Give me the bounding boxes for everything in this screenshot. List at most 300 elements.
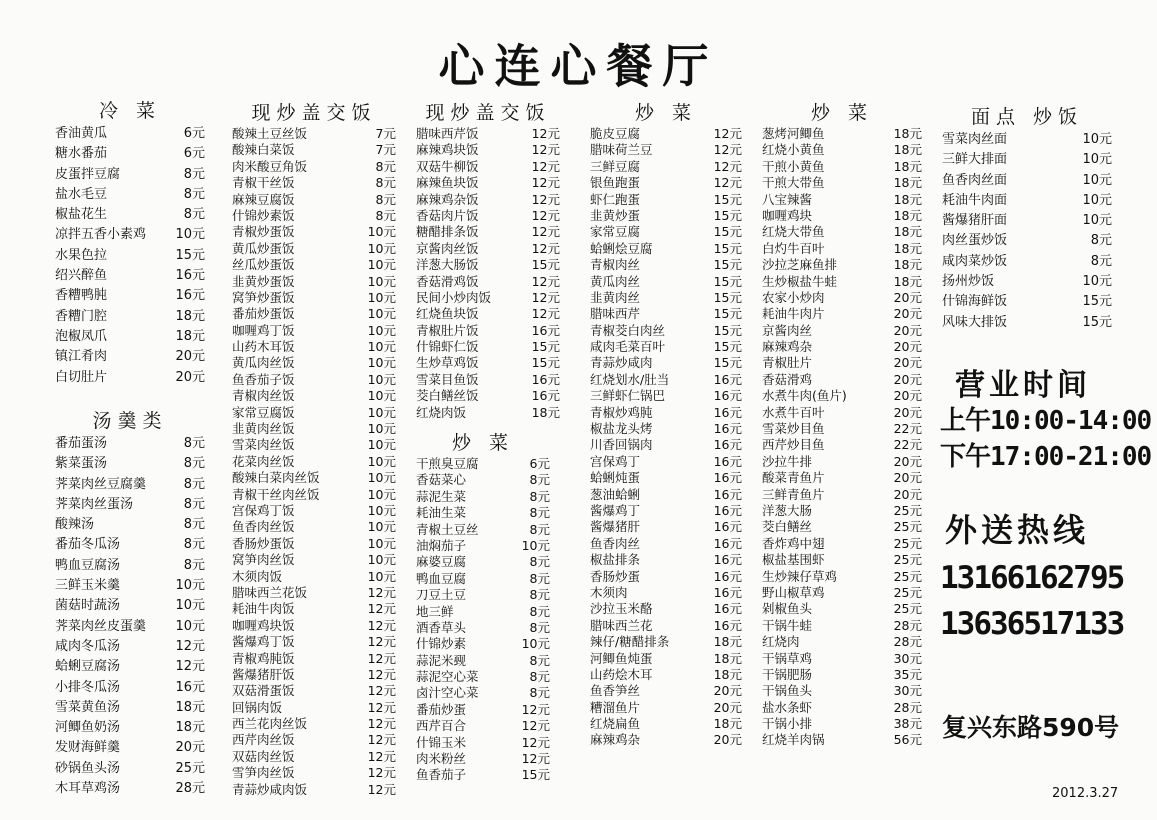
menu-item-price: 10元 <box>367 437 396 453</box>
menu-item-price: 8元 <box>183 456 205 472</box>
menu-item-price: 18元 <box>175 720 205 736</box>
menu-item-price: 15元 <box>713 339 742 355</box>
menu-item <box>416 456 550 472</box>
menu-item-name: 什锦炒素饭 <box>232 207 295 223</box>
menu-item <box>232 159 396 175</box>
menu-item-name: 番茄炒蛋 <box>416 701 467 717</box>
menu-item <box>232 274 396 290</box>
menu-item-price: 10元 <box>521 636 550 652</box>
menu-item <box>416 538 550 554</box>
menu-item-name: 糖醋排条饭 <box>416 224 479 240</box>
menu-item <box>762 323 922 339</box>
menu-item-price: 18元 <box>893 126 922 141</box>
menu-item-price: 10元 <box>367 257 396 273</box>
menu-item-name: 腊味西芹饭 <box>416 126 479 141</box>
menu-item-name: 干锅牛蛙 <box>762 617 813 633</box>
menu-item <box>416 323 560 339</box>
menu-item-price: 25元 <box>175 760 205 776</box>
menu-item-price: 10元 <box>367 519 396 535</box>
menu-item-name: 鱼香笋丝 <box>590 683 641 699</box>
menu-item <box>762 585 922 601</box>
menu-item-name: 酸辣土豆丝饭 <box>232 126 308 141</box>
menu-item-price: 16元 <box>713 388 742 404</box>
menu-item-price: 15元 <box>713 191 742 207</box>
menu-item-name: 木须肉饭 <box>232 568 283 584</box>
menu-item-price: 25元 <box>893 584 922 600</box>
menu-item <box>416 192 560 208</box>
menu-item-price: 18元 <box>893 142 922 158</box>
menu-item <box>762 519 922 535</box>
menu-item-price: 16元 <box>713 470 742 486</box>
menu-item <box>232 749 396 765</box>
menu-item <box>416 290 560 306</box>
menu-item-price: 18元 <box>713 716 742 732</box>
section-title: 现炒盖交饭 <box>425 102 551 124</box>
menu-item-name: 什锦炒素 <box>416 636 467 652</box>
menu-item-price: 10元 <box>1082 152 1112 168</box>
menu-item-price: 16元 <box>713 601 742 617</box>
menu-item-price: 10元 <box>367 289 396 305</box>
menu-item <box>762 372 922 388</box>
menu-item-price: 10元 <box>521 537 550 553</box>
menu-item <box>55 266 205 286</box>
menu-item-price: 8元 <box>183 436 205 451</box>
menu-item-name: 西芹肉丝饭 <box>232 732 295 748</box>
menu-item <box>590 372 742 388</box>
menu-item <box>416 472 550 488</box>
menu-item-price: 16元 <box>713 453 742 469</box>
menu-item-price: 10元 <box>367 404 396 420</box>
menu-item-name: 耗油牛肉面 <box>942 192 1008 208</box>
menu-item <box>762 224 922 240</box>
menu-item-price: 12元 <box>531 224 560 240</box>
menu-item <box>416 604 550 620</box>
menu-item-name: 黄瓜肉丝饭 <box>232 355 295 371</box>
menu-item-name: 香菇菜心 <box>416 472 467 488</box>
menu-item <box>762 306 922 322</box>
menu-item <box>232 601 396 617</box>
menu-section-rice1 <box>232 100 396 798</box>
menu-item-name: 糖水番茄 <box>55 146 108 162</box>
menu-item-price: 18元 <box>531 404 560 420</box>
menu-item <box>416 522 550 538</box>
menu-item <box>232 651 396 667</box>
menu-item-name: 酱爆猪肝面 <box>942 213 1008 229</box>
section-title: 面点 炒饭 <box>970 106 1084 128</box>
menu-item-name: 双菇滑蛋饭 <box>232 683 295 699</box>
section-title: 炒 菜 <box>451 432 515 454</box>
menu-item-price: 10元 <box>175 598 205 614</box>
menu-item <box>942 171 1112 191</box>
menu-item <box>416 669 550 685</box>
menu-item-price: 15元 <box>713 306 742 322</box>
menu-item-name: 青椒干丝饭 <box>232 175 295 191</box>
menu-item <box>232 241 396 257</box>
menu-item <box>55 124 205 144</box>
menu-item <box>762 355 922 371</box>
menu-item-price: 12元 <box>175 638 205 654</box>
menu-item-name: 西芹炒目鱼 <box>762 437 825 453</box>
menu-item-name: 野山椒草鸡 <box>762 584 825 600</box>
section-title: 现炒盖交饭 <box>251 102 377 124</box>
menu-item-price: 8元 <box>375 191 396 207</box>
menu-item-name: 鱼香肉丝面 <box>942 172 1008 188</box>
phone-number-2: 13636517133 <box>940 606 1124 642</box>
menu-item <box>590 274 742 290</box>
menu-item-price: 18元 <box>175 699 205 715</box>
menu-item <box>232 290 396 306</box>
menu-item <box>416 208 560 224</box>
menu-item-price: 12元 <box>531 191 560 207</box>
menu-item-name: 酸辣白菜饭 <box>232 142 295 158</box>
menu-item <box>232 618 396 634</box>
menu-item-price: 15元 <box>713 257 742 273</box>
menu-item <box>762 569 922 585</box>
menu-item <box>55 347 205 367</box>
menu-item <box>416 620 550 636</box>
menu-item <box>590 519 742 535</box>
menu-item-name: 砂锅鱼头汤 <box>55 760 121 776</box>
menu-item-price: 12元 <box>521 751 550 767</box>
menu-item-price: 8元 <box>183 557 205 573</box>
menu-item <box>590 142 742 158</box>
menu-item-name: 韭黄炒蛋 <box>590 207 641 223</box>
menu-item <box>416 388 560 404</box>
menu-item-name: 青椒茭白肉丝 <box>590 322 666 338</box>
menu-item-name: 鱼香茄子饭 <box>232 371 295 387</box>
menu-section-stir2 <box>590 100 742 749</box>
menu-item-price: 12元 <box>367 617 396 633</box>
menu-item-price: 12元 <box>367 765 396 781</box>
menu-item-price: 20元 <box>893 453 922 469</box>
menu-item <box>590 470 742 486</box>
menu-item-price: 18元 <box>713 666 742 682</box>
menu-item-name: 沙拉玉米酪 <box>590 601 653 617</box>
menu-item <box>416 126 560 142</box>
menu-item <box>55 246 205 266</box>
menu-item-price: 12元 <box>531 289 560 305</box>
menu-item-price: 15元 <box>713 322 742 338</box>
menu-item <box>55 495 205 515</box>
menu-item-price: 8元 <box>183 537 205 553</box>
menu-item <box>232 552 396 568</box>
menu-item-price: 12元 <box>367 634 396 650</box>
menu-item <box>55 556 205 576</box>
menu-item-price: 28元 <box>893 617 922 633</box>
menu-item-name: 干煎臭豆腐 <box>416 456 479 471</box>
menu-section-soup <box>55 408 205 799</box>
menu-item-name: 鱼香肉丝饭 <box>232 519 295 535</box>
menu-item-price: 20元 <box>893 388 922 404</box>
menu-item-name: 红烧鱼块饭 <box>416 306 479 322</box>
menu-item-name: 韭黄肉丝 <box>590 289 641 305</box>
menu-item <box>590 126 742 142</box>
menu-item-price: 16元 <box>713 568 742 584</box>
menu-item-price: 25元 <box>893 568 922 584</box>
menu-item-name: 干煎小黄鱼 <box>762 158 825 174</box>
menu-item-price: 12元 <box>367 584 396 600</box>
menu-item-name: 什锦虾仁饭 <box>416 339 479 355</box>
menu-item-name: 麻辣鸡杂 <box>590 732 641 748</box>
menu-item-name: 雪菜炒目鱼 <box>762 421 825 437</box>
menu-item <box>232 192 396 208</box>
menu-item <box>55 225 205 245</box>
menu-item <box>590 257 742 273</box>
menu-item-name: 红烧肉饭 <box>416 404 467 420</box>
menu-section-cold <box>55 98 205 388</box>
menu-item <box>416 489 550 505</box>
menu-item <box>55 576 205 596</box>
menu-item-name: 麻婆豆腐 <box>416 554 467 570</box>
menu-item <box>232 355 396 371</box>
menu-item <box>590 192 742 208</box>
menu-item <box>762 126 922 142</box>
menu-item <box>232 782 396 798</box>
menu-item-name: 京酱肉丝 <box>762 322 813 338</box>
menu-item-price: 16元 <box>175 288 205 304</box>
menu-item-price: 18元 <box>893 273 922 289</box>
menu-item <box>416 224 560 240</box>
menu-item-name: 椒盐龙头烤 <box>590 421 653 437</box>
menu-item-price: 12元 <box>367 732 396 748</box>
menu-item-price: 15元 <box>713 273 742 289</box>
menu-item-name: 韭黄肉丝饭 <box>232 421 295 437</box>
menu-item <box>590 667 742 683</box>
menu-item-name: 什锦玉米 <box>416 734 467 750</box>
menu-item-name: 香肠炒蛋饭 <box>232 535 295 551</box>
menu-item <box>416 339 560 355</box>
menu-item-price: 16元 <box>713 437 742 453</box>
phone-number-1: 13166162795 <box>940 560 1124 596</box>
menu-item-name: 麻辣豆腐饭 <box>232 191 295 207</box>
menu-item-price: 6元 <box>529 456 550 471</box>
menu-item-price: 12元 <box>531 142 560 158</box>
menu-item <box>232 765 396 781</box>
menu-item-price: 28元 <box>893 634 922 650</box>
menu-item-price: 8元 <box>529 652 550 668</box>
menu-item <box>232 372 396 388</box>
menu-item <box>232 224 396 240</box>
menu-item-price: 30元 <box>893 650 922 666</box>
menu-item <box>590 732 742 748</box>
menu-item <box>232 454 396 470</box>
menu-item <box>416 241 560 257</box>
menu-item-price: 12元 <box>531 306 560 322</box>
menu-item <box>416 142 560 158</box>
menu-item-price: 15元 <box>713 355 742 371</box>
menu-item <box>590 683 742 699</box>
menu-item-name: 鱼香肉丝 <box>590 535 641 551</box>
menu-item-price: 15元 <box>1082 314 1112 330</box>
menu-item-name: 青椒干丝肉丝饭 <box>232 486 320 502</box>
menu-item-name: 雪菜黄鱼汤 <box>55 699 121 715</box>
menu-item <box>762 487 922 503</box>
menu-item <box>762 454 922 470</box>
menu-item <box>416 571 550 587</box>
menu-item-price: 10元 <box>367 453 396 469</box>
menu-item-name: 青椒炒蛋饭 <box>232 224 295 240</box>
menu-item-price: 10元 <box>175 578 205 594</box>
menu-item-name: 青蒜炒咸肉 <box>590 355 653 371</box>
menu-item-name: 宫保鸡丁 <box>590 453 641 469</box>
menu-item <box>416 306 560 322</box>
menu-item-name: 农家小炒肉 <box>762 289 825 305</box>
menu-item-name: 沙拉牛排 <box>762 453 813 469</box>
menu-item <box>232 437 396 453</box>
menu-item <box>590 437 742 453</box>
menu-item <box>762 421 922 437</box>
menu-item-name: 肉米粉丝 <box>416 751 467 767</box>
menu-item <box>942 292 1112 312</box>
menu-item-name: 糟溜鱼片 <box>590 699 641 715</box>
menu-item-name: 家常豆腐饭 <box>232 404 295 420</box>
menu-item-name: 窝笋炒蛋饭 <box>232 289 295 305</box>
menu-item <box>55 307 205 327</box>
menu-item-price: 7元 <box>375 126 396 141</box>
menu-item <box>55 515 205 535</box>
menu-item-name: 香菇滑鸡 <box>762 371 813 387</box>
menu-item <box>762 700 922 716</box>
menu-item-price: 15元 <box>713 240 742 256</box>
menu-item <box>232 536 396 552</box>
menu-item-price: 30元 <box>893 683 922 699</box>
menu-item-price: 20元 <box>175 740 205 756</box>
address: 复兴东路590号 <box>942 713 1120 742</box>
menu-item-name: 发财海鲜羹 <box>55 740 121 756</box>
delivery-hotline-title: 外送热线 <box>945 511 1090 549</box>
menu-item-name: 脆皮豆腐 <box>590 126 641 141</box>
menu-item-price: 8元 <box>183 476 205 492</box>
menu-item-name: 腊味荷兰豆 <box>590 142 653 158</box>
menu-item-name: 洋葱大肠饭 <box>416 257 479 273</box>
menu-item-price: 16元 <box>531 388 560 404</box>
menu-item-price: 18元 <box>893 257 922 273</box>
menu-item-name: 三鲜虾仁锅巴 <box>590 388 666 404</box>
menu-item-price: 15元 <box>713 289 742 305</box>
menu-item <box>55 738 205 758</box>
menu-item-name: 荠菜肉丝蛋汤 <box>55 496 134 512</box>
menu-item-price: 8元 <box>183 517 205 533</box>
menu-item <box>590 454 742 470</box>
menu-item <box>232 503 396 519</box>
menu-item <box>590 323 742 339</box>
menu-item-name: 沙拉芝麻鱼排 <box>762 257 838 273</box>
menu-item-name: 山药木耳饭 <box>232 339 295 355</box>
menu-item-name: 咸肉冬瓜汤 <box>55 638 121 654</box>
menu-item-price: 10元 <box>367 322 396 338</box>
menu-item-name: 麻辣鸡杂 <box>762 339 813 355</box>
menu-item-name: 青椒鸡肫饭 <box>232 650 295 666</box>
menu-item-price: 16元 <box>175 268 205 284</box>
print-date: 2012.3.27 <box>1052 786 1119 801</box>
menu-item-name: 家常豆腐 <box>590 224 641 240</box>
menu-item-price: 16元 <box>713 519 742 535</box>
menu-item-name: 鱼香茄子 <box>416 767 467 783</box>
menu-item-name: 番茄冬瓜汤 <box>55 537 121 553</box>
menu-item <box>762 470 922 486</box>
menu-item-price: 10元 <box>175 227 205 243</box>
menu-item-price: 10元 <box>1082 132 1112 147</box>
menu-item <box>762 503 922 519</box>
menu-item <box>762 716 922 732</box>
menu-item <box>416 718 550 734</box>
menu-item-price: 16元 <box>713 486 742 502</box>
menu-item-price: 12元 <box>521 701 550 717</box>
menu-item-price: 12元 <box>531 158 560 174</box>
menu-item-name: 茭白鳝丝 <box>762 519 813 535</box>
menu-item-name: 肉丝蛋炒饭 <box>942 233 1008 249</box>
menu-item <box>416 685 550 701</box>
menu-item-name: 盐水毛豆 <box>55 186 108 202</box>
menu-item-price: 16元 <box>175 679 205 695</box>
menu-item <box>942 272 1112 292</box>
menu-item-name: 蒜泥生菜 <box>416 488 467 504</box>
menu-item <box>762 437 922 453</box>
menu-item-name: 木耳草鸡汤 <box>55 781 121 797</box>
menu-item-name: 黄瓜炒蛋饭 <box>232 240 295 256</box>
menu-item-name: 腊味西兰花饭 <box>232 584 308 600</box>
menu-item <box>590 618 742 634</box>
menu-item-name: 盐水条虾 <box>762 699 813 715</box>
menu-item-price: 8元 <box>529 505 550 521</box>
menu-item <box>590 405 742 421</box>
menu-item <box>55 368 205 388</box>
menu-item-name: 腊味西兰花 <box>590 617 653 633</box>
menu-item-name: 黄瓜肉丝 <box>590 273 641 289</box>
menu-item-price: 12元 <box>531 207 560 223</box>
menu-item-price: 8元 <box>183 207 205 223</box>
menu-item <box>232 306 396 322</box>
menu-item <box>55 678 205 698</box>
menu-item-name: 西芹百合 <box>416 718 467 734</box>
menu-item-name: 红烧划水/肚当 <box>590 371 670 387</box>
menu-item-price: 10元 <box>367 486 396 502</box>
menu-item <box>762 142 922 158</box>
menu-item-price: 10元 <box>367 502 396 518</box>
menu-item-name: 番茄蛋汤 <box>55 436 108 451</box>
menu-item-name: 耗油生菜 <box>416 505 467 521</box>
menu-item-name: 蛤蜊炖蛋 <box>590 470 641 486</box>
menu-item-price: 8元 <box>375 175 396 191</box>
section-title: 炒 菜 <box>634 102 698 124</box>
menu-item <box>762 274 922 290</box>
menu-item-price: 10元 <box>367 355 396 371</box>
menu-item <box>590 290 742 306</box>
menu-item-name: 鸭血豆腐 <box>416 570 467 586</box>
menu-item <box>762 388 922 404</box>
menu-item-price: 20元 <box>893 486 922 502</box>
menu-item <box>232 487 396 503</box>
menu-item <box>762 241 922 257</box>
menu-item-name: 凉拌五香小素鸡 <box>55 227 147 243</box>
menu-item-price: 12元 <box>531 240 560 256</box>
menu-item <box>55 779 205 799</box>
menu-item-price: 6元 <box>183 146 205 162</box>
menu-section-noodle <box>942 104 1112 333</box>
menu-item-name: 三鲜玉米羹 <box>55 578 121 594</box>
menu-item-name: 红烧羊肉锅 <box>762 732 825 748</box>
menu-item-name: 红烧扁鱼 <box>590 716 641 732</box>
menu-item-name: 酱爆鸡丁饭 <box>232 634 295 650</box>
menu-item-price: 12元 <box>367 650 396 666</box>
menu-item-price: 18元 <box>713 634 742 650</box>
menu-item-name: 银鱼跑蛋 <box>590 175 641 191</box>
menu-item <box>55 475 205 495</box>
menu-item-name: 河鲫鱼奶汤 <box>55 720 121 736</box>
menu-item <box>416 257 560 273</box>
menu-item-price: 20元 <box>175 369 205 385</box>
menu-item <box>55 185 205 205</box>
